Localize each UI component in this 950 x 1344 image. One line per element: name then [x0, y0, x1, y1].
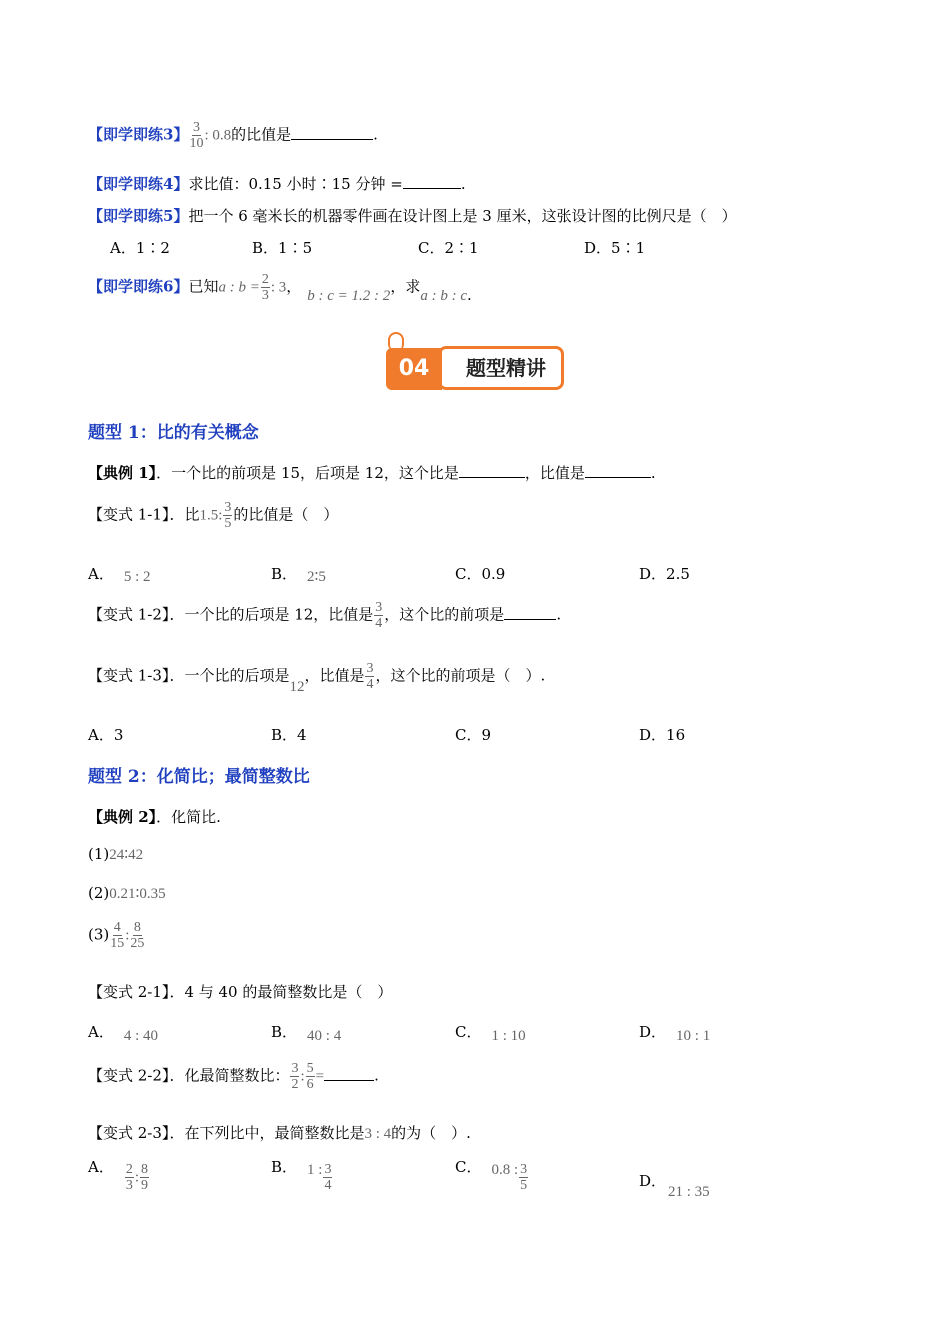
exercise-3: 【即学即练3】 $\frac{3}{10}$ : 0.8的比值是 . — [88, 120, 378, 151]
section-heading-2: 题型 2：化简比；最简整数比 — [88, 767, 310, 787]
variant-2-3: 【变式 2-3】．在下列比中，最简整数比是3 : 4的为（ ）. — [88, 1124, 471, 1142]
option-a[interactable]: A．3 — [88, 726, 124, 744]
option-c[interactable]: C．9 — [455, 726, 492, 744]
example-2: 【典例 2】．化简比. — [88, 808, 221, 826]
banner-title: 题型精讲 — [438, 346, 564, 390]
option-a[interactable]: A．1∶2 — [110, 239, 170, 257]
exercise-tag: 【即学即练3】 — [88, 125, 189, 144]
answer-blank[interactable] — [403, 174, 461, 189]
option-d[interactable]: D． 10 : 1 — [639, 1023, 711, 1044]
option-c[interactable]: C．2∶1 — [418, 239, 479, 257]
option-a[interactable]: A． 4 : 40 — [88, 1023, 159, 1044]
option-c[interactable]: C． 1 : 10 — [455, 1023, 526, 1044]
answer-blank[interactable] — [504, 605, 556, 620]
answer-blank[interactable] — [459, 463, 525, 478]
option-b[interactable]: B．4 — [271, 726, 307, 744]
example-1: 【典例 1】．一个比的前项是 15，后项是 12，这个比是 ，比值是 . — [88, 464, 656, 482]
option-b[interactable]: B． 1 : $\frac{3}{4}$ — [271, 1157, 332, 1193]
option-a[interactable]: A． 5 : 2 — [88, 565, 151, 585]
answer-blank[interactable] — [291, 125, 373, 140]
exercise-6: 【即学即练6】已知a : b = $\frac{2}{3}$ : 3， b : c = 1.2 : 2，求a : b : c. — [88, 272, 472, 304]
variant-2-2: 【变式 2-2】．化最简整数比： $\frac{3}{2}$ : $\frac{5}{6}$ = . — [88, 1061, 379, 1092]
answer-blank[interactable] — [324, 1066, 374, 1081]
option-d[interactable]: D．16 — [639, 726, 686, 744]
variant-2-1: 【变式 2-1】．4 与 40 的最简整数比是（ ） — [88, 983, 393, 1001]
option-d-value: 21 : 35 — [668, 1184, 710, 1200]
exercise-tag: 【即学即练6】 — [88, 277, 189, 296]
variant-1-1: 【变式 1-1】．比1.5: $\frac{3}{5}$ 的比值是（ ） — [88, 500, 339, 531]
option-c[interactable]: C．0.9 — [455, 565, 506, 583]
option-b[interactable]: B．1∶5 — [252, 239, 313, 257]
fraction: $\frac{2}{3}$ — [261, 272, 269, 303]
exercise-5: 【即学即练5】把一个 6 毫米长的机器零件画在设计图上是 3 厘米，这张设计图的比例尺是（ ） — [88, 207, 737, 225]
variant-1-3: 【变式 1-3】．一个比的后项是12，比值是 $\frac{3}{4}$ ，这个比的前项是（ ）. — [88, 661, 546, 695]
fraction: $\frac{3}{4}$ — [375, 600, 383, 631]
option-c[interactable]: C． 0.8 : $\frac{3}{5}$ — [455, 1157, 528, 1193]
section-banner — [386, 346, 566, 392]
option-a[interactable]: A． $\frac{2}{3}$ : $\frac{8}{9}$ — [88, 1157, 149, 1193]
exercise-tag: 【即学即练5】 — [88, 207, 189, 225]
option-d[interactable]: D． — [639, 1172, 667, 1190]
section-heading-1: 题型 1：比的有关概念 — [88, 423, 259, 443]
banner-number: 04 — [386, 348, 442, 390]
option-b[interactable]: B． 40 : 4 — [271, 1023, 342, 1044]
fraction: $\frac{3}{10}$ — [189, 120, 204, 151]
exercise-tag: 【即学即练4】 — [88, 175, 189, 193]
exercise-4: 【即学即练4】求比值：0.15 小时∶15 分钟 = . — [88, 175, 466, 193]
example-2-q2: (2)0.21∶0.35 — [88, 884, 166, 902]
option-d[interactable]: D．2.5 — [639, 565, 690, 583]
example-2-q1: (1)24∶42 — [88, 845, 144, 863]
example-2-q3: (3) $\frac{4}{15}$ : $\frac{8}{25}$ — [88, 920, 145, 951]
option-b[interactable]: B． 2∶5 — [271, 565, 326, 585]
answer-blank[interactable] — [585, 463, 651, 478]
fraction: $\frac{3}{5}$ — [224, 500, 232, 531]
fraction: $\frac{3}{4}$ — [366, 661, 374, 692]
variant-1-2: 【变式 1-2】．一个比的后项是 12，比值是 $\frac{3}{4}$ ，这个比的前项是 . — [88, 600, 562, 631]
option-d[interactable]: D．5∶1 — [584, 239, 646, 257]
